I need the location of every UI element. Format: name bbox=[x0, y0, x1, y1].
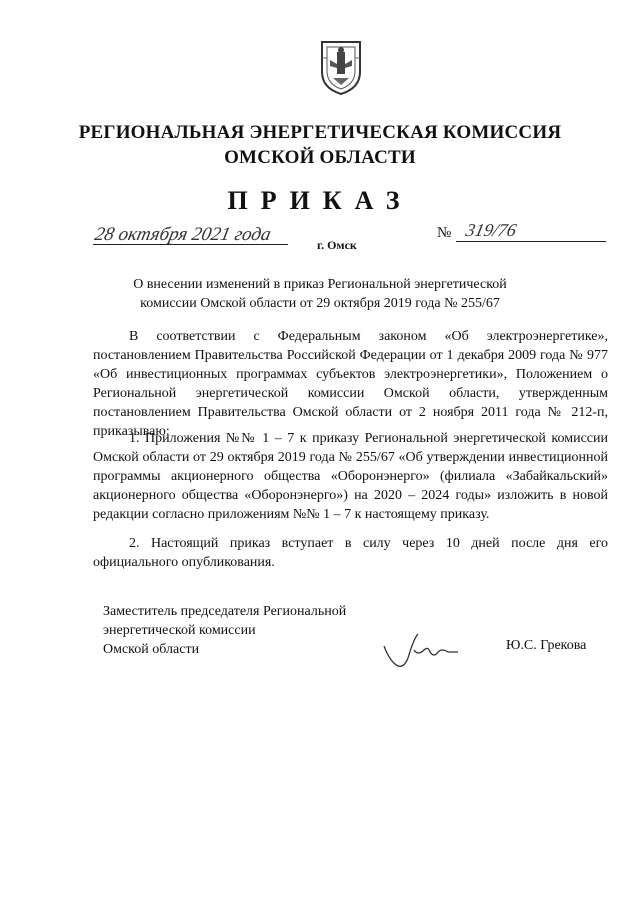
body-paragraph-2: 1. Приложения №№ 1 – 7 к приказу Региональной энергетической комиссии Омской области от 29 октября 2019 года № 255/67 «Об утверждении инвестиционной программы акционерного общества «Оборонэнерго» (филиала «Забайкальский» акционерного общества «Оборонэнерго») на 2020 – 2024 годы» изложить в новой редакции согласно приложениям №№ 1 – 7 к настоящему приказу. bbox=[93, 431, 608, 522]
handwritten-date: 28 октября 2021 года bbox=[92, 224, 273, 245]
body-paragraph-1: В соответствии с Федеральным законом «Об электроэнергетике», постановлением Правительства Российской Федерации от 1 декабря 2009 года № 977 «Об инвестиционных программах субъектов электроэнергетики», Положением о Региональной энергетической комиссии Омской области, утвержденным постановлением Правительства Омской области от 2 ноября 2011 года № 212-п, приказываю: bbox=[93, 329, 608, 439]
city: г. Омск bbox=[317, 238, 357, 252]
document-subject: О внесении изменений в приказ Региональной энергетической комиссии Омской области от 29 октября 2019 года № 255/67 bbox=[133, 277, 507, 311]
number-sign: № bbox=[437, 225, 452, 241]
org-name-line1: РЕГИОНАЛЬНАЯ ЭНЕРГЕТИЧЕСКАЯ КОМИССИЯ bbox=[78, 122, 562, 143]
signatory-title-line3: Омской области bbox=[103, 642, 200, 657]
date-underline bbox=[93, 244, 288, 245]
number-underline bbox=[456, 241, 606, 242]
signatory-title bbox=[103, 602, 346, 659]
document-type: ПРИКАЗ bbox=[227, 186, 413, 215]
handwritten-signature bbox=[378, 628, 478, 672]
signatory-title-line2: энергетической комиссии bbox=[103, 623, 256, 638]
signatory-title-line1: Заместитель председателя Региональной bbox=[103, 604, 347, 619]
org-name-line2: ОМСКОЙ ОБЛАСТИ bbox=[224, 147, 416, 168]
handwritten-number: 319/76 bbox=[463, 220, 519, 240]
body-paragraph-3: 2. Настоящий приказ вступает в силу через 10 дней после дня его официального опубликования. bbox=[93, 536, 608, 570]
coat-of-arms-icon bbox=[318, 38, 364, 96]
signatory-name: Ю.С. Грекова bbox=[506, 638, 587, 653]
